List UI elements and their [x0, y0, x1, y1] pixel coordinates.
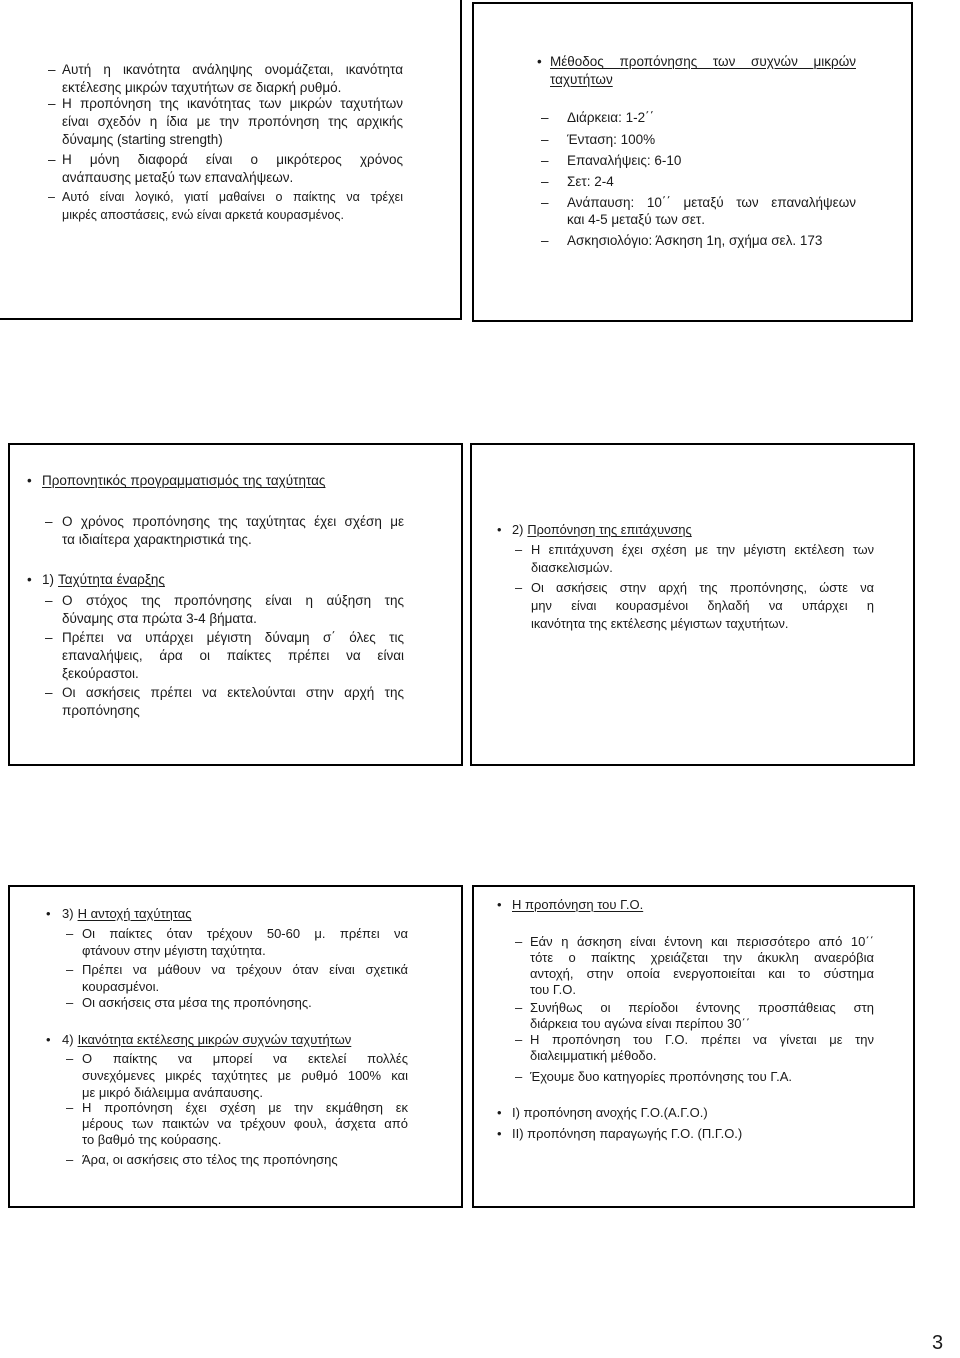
text-line: Ένταση: 100% [567, 132, 656, 147]
text-line: Οι ασκήσεις στα μέσα της προπόνησης. [82, 995, 312, 1010]
heading-title: Η προπόνηση του Γ.Ο. [512, 897, 644, 912]
list-item [45, 513, 404, 549]
dash-marker: – [48, 152, 56, 167]
dash-marker: – [66, 1100, 74, 1115]
bullet-heading [537, 53, 856, 89]
list-item [45, 684, 404, 720]
bullet-item [497, 1105, 872, 1121]
bullet-marker: • [497, 1105, 502, 1120]
list-item [541, 131, 856, 148]
heading-title: Ικανότητα εκτέλεσης μικρών συχνών ταχυτήτων [77, 1032, 352, 1047]
heading-line: ταχυτήτων [550, 72, 613, 87]
text-line: ξεκούραστοι. [62, 666, 139, 681]
bullet-marker: • [27, 572, 32, 587]
text-line: Ο παίκτης να μπορεί να εκτελεί πολλές [82, 1051, 408, 1066]
dash-marker: – [515, 934, 523, 949]
text-line: Άρα, οι ασκήσεις στο τέλος της προπόνησης [82, 1152, 338, 1167]
list-item [515, 934, 874, 998]
dash-marker: – [541, 132, 549, 147]
text-line: Ανάπαυση: 10΄΄ μεταξύ των επαναλήψεων [567, 195, 856, 210]
text-line: Ο χρόνος προπόνησης της ταχύτητας έχει σχέση με [62, 514, 404, 529]
heading-line: Μέθοδος προπόνησης των συχνών μικρών [550, 54, 856, 69]
dash-marker: – [541, 195, 549, 210]
dash-marker: – [515, 580, 523, 595]
heading-number: 4) [62, 1032, 74, 1047]
bullet-marker: • [27, 473, 32, 488]
list-item [48, 61, 403, 97]
dash-marker: – [45, 514, 53, 529]
dash-marker: – [515, 1000, 523, 1015]
text-line: συνεχόμενες μικρές ταχύτητες με ρυθμό 100% και [82, 1068, 408, 1083]
text-line: με μικρό διάλειμμα ανάπαυσης. [82, 1085, 264, 1100]
dash-marker: – [541, 110, 549, 125]
text-line: I) προπόνηση ανοχής Γ.Ο.(Α.Γ.Ο.) [512, 1105, 708, 1120]
bullet-item [497, 1126, 872, 1142]
slide-4 [470, 443, 915, 766]
dash-marker: – [48, 190, 55, 204]
text-line: διασκελισμών. [531, 560, 613, 575]
heading-number: 1) [42, 572, 55, 587]
text-line: δύναμης στα πρώτα 3-4 βήματα. [62, 611, 257, 626]
dash-marker: – [541, 174, 549, 189]
page-number: 3 [932, 1332, 944, 1354]
heading-number: 3) [62, 906, 74, 921]
text-line: Οι ασκήσεις στην αρχή της προπόνησης, ώστε να [531, 580, 874, 595]
bullet-heading [497, 521, 872, 539]
bullet-marker: • [497, 1126, 502, 1141]
text-line: του Γ.Ο. [530, 982, 576, 997]
dash-marker: – [66, 995, 74, 1010]
text-line: Πρέπει να μάθουν να τρέχουν όταν είναι σχετικά [82, 962, 408, 977]
text-line: το βαθμό της κούρασης. [82, 1132, 222, 1147]
text-line: Πρέπει να υπάρχει μέγιστη δύναμη σ΄ όλες τις [62, 630, 404, 645]
dash-marker: – [515, 542, 523, 557]
bullet-marker: • [497, 522, 502, 537]
bullet-marker: • [46, 906, 51, 921]
text-line: Ασκησιολόγιο: Άσκηση 1η, σχήμα σελ. 173 [567, 233, 823, 248]
dash-marker: – [515, 1032, 523, 1047]
text-line: Εάν η άσκηση είναι έντονη και περισσότερο από 10΄΄ [530, 934, 874, 949]
heading-title: Η αντοχή ταχύτητας [77, 906, 192, 921]
bullet-marker: • [537, 54, 542, 69]
text-line: αντοχή, στην οποία ενεργοποιείται και το σύστημα [530, 966, 874, 981]
text-line: Επαναλήψεις: 6-10 [567, 153, 682, 168]
slide-2 [472, 2, 913, 322]
list-item [515, 1032, 874, 1064]
list-item [541, 109, 856, 126]
bullet-heading [46, 905, 422, 922]
text-line: δύναμης (starting strength) [62, 132, 223, 147]
list-item [515, 579, 874, 633]
text-line: μικρές αποστάσεις, ενώ είναι αρκετά κουρασμένος. [62, 208, 344, 222]
text-line: διαλειμματική μέθοδο. [530, 1048, 657, 1063]
list-item [66, 1151, 408, 1168]
dash-marker: – [515, 1069, 523, 1084]
list-item [45, 592, 404, 628]
text-line: διάρκεια του αγώνα είναι περίπου 30΄΄ [530, 1016, 751, 1031]
text-line: τότε ο παίκτης χρειάζεται την άκυκλη αναερόβια [530, 950, 874, 965]
text-line: Η επιτάχυνση έχει σχέση με την μέγιστη εκτέλεση των [531, 542, 874, 557]
text-line: Η προπόνηση έχει σχέση με την εκμάθηση εκ [82, 1100, 408, 1115]
text-line: Η προπόνηση του Γ.Ο. πρέπει να γίνεται με την [530, 1032, 874, 1047]
list-item [48, 188, 403, 224]
bullet-heading [497, 897, 872, 913]
list-item [66, 925, 408, 959]
text-line: Οι παίκτες όταν τρέχουν 50-60 μ. πρέπει να [82, 926, 408, 941]
list-item [66, 994, 408, 1011]
dash-marker: – [541, 233, 549, 248]
text-line: μην είναι κουρασμένοι δηλαδή να υπάρχει η [531, 598, 874, 613]
text-line: εκτέλεσης μικρών ταχυτήτων σε διαρκή ρυθμό. [62, 80, 342, 95]
text-line: προπόνησης [62, 703, 140, 718]
text-line: Η μόνη διαφορά είναι ο μικρότερος χρόνος [62, 152, 403, 167]
list-item [66, 961, 408, 995]
list-item [541, 173, 856, 190]
list-item [515, 541, 874, 577]
list-item [541, 152, 856, 169]
slide-5 [8, 885, 463, 1208]
text-line: Ο στόχος της προπόνησης είναι η αύξηση της [62, 593, 404, 608]
dash-marker: – [45, 630, 53, 645]
list-item [66, 1100, 408, 1148]
bullet-heading [27, 472, 402, 490]
text-line: επαναλήψεις, άρα οι παίκτες πρέπει να είναι [62, 648, 404, 663]
text-line: Αυτό είναι λογικό, γιατί μαθαίνει ο παίκτης να τρέχει [62, 190, 403, 204]
bullet-heading [27, 571, 402, 589]
list-item [66, 1050, 408, 1101]
list-item [45, 629, 404, 683]
text-line: Έχουμε δυο κατηγορίες προπόνησης του Γ.Α. [530, 1069, 792, 1084]
dash-marker: – [66, 962, 74, 977]
text-line: Οι ασκήσεις πρέπει να εκτελούνται στην αρχή της [62, 685, 404, 700]
dash-marker: – [541, 153, 549, 168]
heading-title: Προπόνηση της επιτάχυνσης [527, 522, 692, 537]
text-line: Διάρκεια: 1-2΄΄ [567, 110, 655, 125]
text-line: μέρους των παικτών να τρέχουν φουλ, άσχετα από [82, 1116, 408, 1131]
bullet-marker: • [46, 1032, 51, 1047]
dash-marker: – [66, 1051, 74, 1066]
slide-1 [0, 0, 462, 320]
list-item [541, 232, 856, 249]
text-line: Σετ: 2-4 [567, 174, 614, 189]
heading-number: 2) [512, 522, 524, 537]
text-line: ικανότητα της εκτέλεσης μέγιστων ταχυτήτων. [531, 616, 789, 631]
list-item [515, 1069, 874, 1085]
text-line: Αυτή η ικανότητα ανάληψης ονομάζεται, ικανότητα [62, 62, 403, 77]
text-line: Η προπόνηση της ικανότητας των μικρών ταχυτήτων [62, 96, 403, 111]
text-line: II) προπόνηση παραγωγής Γ.Ο. (Π.Γ.Ο.) [512, 1126, 743, 1141]
slide-3 [8, 443, 463, 766]
text-line: είναι σχεδόν η ίδια με την προπόνηση της αρχικής [62, 114, 403, 129]
list-item [515, 1000, 874, 1032]
heading-title: Ταχύτητα έναρξης [58, 572, 165, 587]
dash-marker: – [66, 1152, 74, 1167]
dash-marker: – [66, 926, 74, 941]
dash-marker: – [48, 96, 56, 111]
slide-6 [472, 885, 915, 1208]
dash-marker: – [48, 62, 56, 77]
dash-marker: – [45, 685, 53, 700]
list-item [48, 151, 403, 187]
text-line: τα ιδιαίτερα χαρακτηριστικά της. [62, 532, 252, 547]
text-line: κουρασμένοι. [82, 979, 160, 994]
text-line: και 4-5 μεταξύ των σετ. [567, 212, 705, 227]
dash-marker: – [45, 593, 53, 608]
bullet-heading [46, 1031, 422, 1048]
text-line: Συνήθως οι περίοδοι έντονης προσπάθειας στη [530, 1000, 874, 1015]
list-item [541, 194, 856, 228]
text-line: φτάνουν στην μέγιστη ταχύτητα. [82, 943, 266, 958]
bullet-marker: • [497, 897, 502, 912]
list-item [48, 95, 403, 149]
heading-title: Προπονητικός προγραμματισμός της ταχύτητας [42, 473, 326, 488]
text-line: ανάπαυσης μεταξύ των επαναλήψεων. [62, 170, 294, 185]
